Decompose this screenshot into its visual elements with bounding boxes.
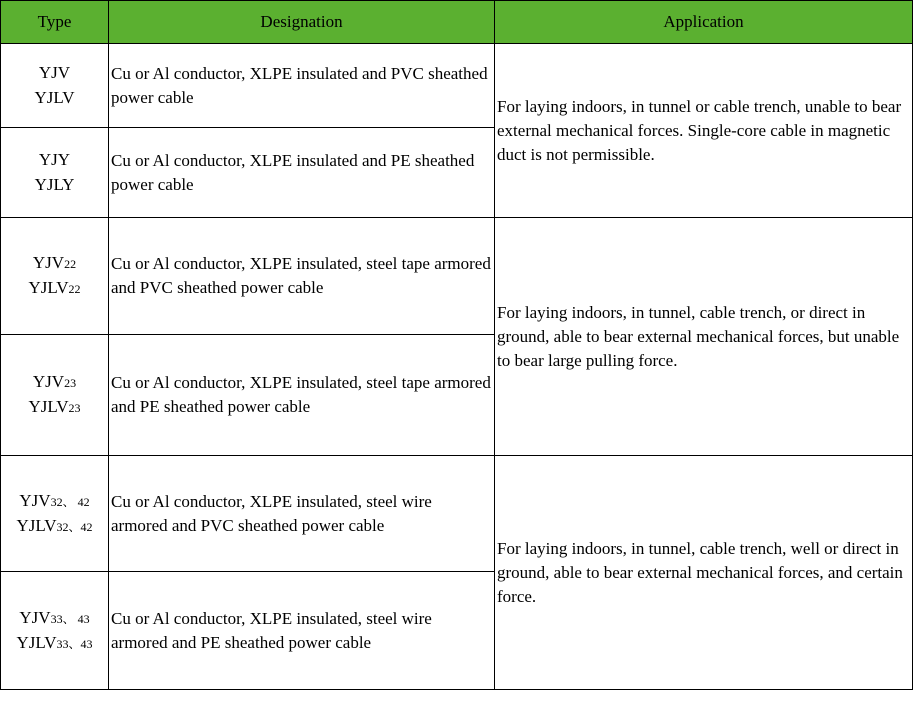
- type-code: YJV: [32, 372, 65, 391]
- type-code: YJLV: [34, 87, 75, 107]
- designation-cell: Cu or Al conductor, XLPE insulated, steel wire armored and PE sheathed power cable: [109, 572, 495, 690]
- type-subscript: 23: [68, 401, 81, 415]
- type-subscript: 22: [68, 282, 81, 296]
- type-cell: [1, 456, 109, 572]
- header-application: Application: [495, 1, 913, 44]
- type-code: YJLV: [28, 397, 69, 416]
- designation-cell: Cu or Al conductor, XLPE insulated, steel wire armored and PVC sheathed power cable: [109, 456, 495, 572]
- header-row: [1, 1, 913, 44]
- type-cell: [1, 128, 109, 218]
- table-row: [1, 218, 913, 335]
- table-row: [1, 44, 913, 128]
- type-subscript: 23: [64, 376, 77, 390]
- type-subscript: 22: [64, 257, 77, 271]
- type-code: YJLV: [16, 515, 57, 535]
- type-code: YJV: [19, 607, 51, 627]
- type-code: YJLV: [28, 278, 69, 297]
- designation-cell: Cu or Al conductor, XLPE insulated, steel tape armored and PE sheathed power cable: [109, 335, 495, 456]
- designation-cell: Cu or Al conductor, XLPE insulated and PVC sheathed power cable: [109, 44, 495, 128]
- type-cell: [1, 335, 109, 456]
- table-row: [1, 456, 913, 572]
- type-subscript: 33、 43: [50, 611, 90, 626]
- application-cell: For laying indoors, in tunnel, cable trench, well or direct in ground, able to bear external mechanical forces, and certain force.: [495, 456, 913, 690]
- type-code: YJV: [32, 253, 65, 272]
- type-cell: [1, 218, 109, 335]
- designation-cell: Cu or Al conductor, XLPE insulated, steel tape armored and PVC sheathed power cable: [109, 218, 495, 335]
- type-cell: [1, 572, 109, 690]
- designation-cell: Cu or Al conductor, XLPE insulated and PE sheathed power cable: [109, 128, 495, 218]
- type-code: YJY: [38, 149, 71, 169]
- header-designation: Designation: [109, 1, 495, 44]
- type-code: YJLV: [16, 632, 57, 652]
- type-code: YJV: [19, 490, 51, 510]
- application-cell: For laying indoors, in tunnel, cable trench, or direct in ground, able to bear external mechanical forces, but unable to bear large pulling force.: [495, 218, 913, 456]
- type-subscript: 33、43: [56, 636, 93, 651]
- application-cell: For laying indoors, in tunnel or cable trench, unable to bear external mechanical forces. Single-core cable in magnetic duct is not permissible.: [495, 44, 913, 218]
- type-code: YJV: [38, 62, 71, 82]
- type-subscript: 32、 42: [50, 494, 90, 509]
- type-code: YJLY: [34, 174, 75, 194]
- type-cell: [1, 44, 109, 128]
- header-type: Type: [1, 1, 109, 44]
- type-subscript: 32、42: [56, 519, 93, 534]
